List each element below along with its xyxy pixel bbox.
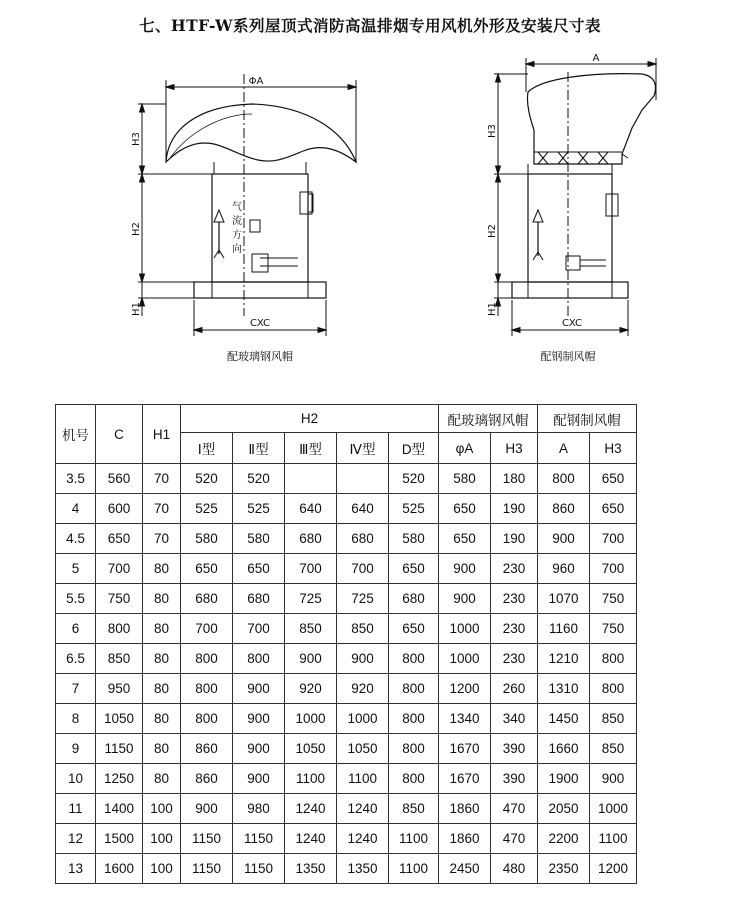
dim-cxc-label: CXC bbox=[249, 318, 271, 329]
table-cell: 1000 bbox=[439, 614, 491, 644]
table-cell: 80 bbox=[143, 764, 181, 794]
table-cell: 80 bbox=[143, 734, 181, 764]
table-cell: 470 bbox=[491, 794, 538, 824]
table-cell: 1210 bbox=[538, 644, 590, 674]
table-cell: 390 bbox=[491, 764, 538, 794]
subheader-cell: D型 bbox=[389, 433, 439, 464]
model-cell: 9 bbox=[56, 734, 96, 764]
table-cell: 1100 bbox=[389, 824, 439, 854]
subheader-cell: Ⅲ型 bbox=[285, 433, 337, 464]
model-cell: 3.5 bbox=[56, 464, 96, 494]
table-cell: 1310 bbox=[538, 674, 590, 704]
table-cell: 1050 bbox=[285, 734, 337, 764]
model-cell: 6.5 bbox=[56, 644, 96, 674]
table-cell: 980 bbox=[233, 794, 285, 824]
table-cell: 850 bbox=[590, 734, 637, 764]
model-cell: 4.5 bbox=[56, 524, 96, 554]
table-row bbox=[56, 584, 637, 614]
table-cell: 1000 bbox=[285, 704, 337, 734]
table-cell: 900 bbox=[439, 554, 491, 584]
table-row bbox=[56, 704, 637, 734]
table-row bbox=[56, 734, 637, 764]
table-cell: 1660 bbox=[538, 734, 590, 764]
table-cell: 70 bbox=[143, 524, 181, 554]
header-frp-cap: 配玻璃钢风帽 bbox=[439, 405, 538, 433]
table-cell: 850 bbox=[285, 614, 337, 644]
table-cell: 1400 bbox=[96, 794, 143, 824]
table-cell: 230 bbox=[491, 584, 538, 614]
table-cell: 230 bbox=[491, 614, 538, 644]
table-cell: 1100 bbox=[389, 854, 439, 884]
subheader-cell: H3 bbox=[590, 433, 637, 464]
table-cell: 650 bbox=[439, 524, 491, 554]
table-cell: 900 bbox=[337, 644, 389, 674]
model-cell: 13 bbox=[56, 854, 96, 884]
table-cell: 1670 bbox=[439, 734, 491, 764]
header-c: C bbox=[96, 405, 143, 464]
model-cell: 11 bbox=[56, 794, 96, 824]
table-cell: 80 bbox=[143, 704, 181, 734]
airflow-label-3: 方 bbox=[232, 230, 242, 241]
table-cell: 470 bbox=[491, 824, 538, 854]
table-cell: 560 bbox=[96, 464, 143, 494]
table-cell: 900 bbox=[538, 524, 590, 554]
table-cell: 1340 bbox=[439, 704, 491, 734]
dim-phi-a-label: ΦA bbox=[248, 76, 264, 87]
table-cell: 1070 bbox=[538, 584, 590, 614]
table-cell: 680 bbox=[285, 524, 337, 554]
airflow-label-2: 流 bbox=[232, 216, 242, 227]
table-cell: 700 bbox=[181, 614, 233, 644]
model-cell: 7 bbox=[56, 674, 96, 704]
table-cell: 750 bbox=[590, 584, 637, 614]
table-cell: 180 bbox=[491, 464, 538, 494]
table-cell: 850 bbox=[389, 794, 439, 824]
table-cell: 70 bbox=[143, 464, 181, 494]
table-cell: 1150 bbox=[181, 824, 233, 854]
table-cell: 1200 bbox=[439, 674, 491, 704]
table-cell: 1160 bbox=[538, 614, 590, 644]
table-cell: 1350 bbox=[337, 854, 389, 884]
model-cell: 5.5 bbox=[56, 584, 96, 614]
table-cell: 800 bbox=[389, 644, 439, 674]
table-cell: 1150 bbox=[181, 854, 233, 884]
table-cell: 1250 bbox=[96, 764, 143, 794]
table-cell: 580 bbox=[181, 524, 233, 554]
subheader-cell: Ⅳ型 bbox=[337, 433, 389, 464]
table-cell: 860 bbox=[181, 734, 233, 764]
table-cell: 1150 bbox=[233, 854, 285, 884]
table-cell: 800 bbox=[538, 464, 590, 494]
dim-h3-label-right: H3 bbox=[487, 124, 498, 138]
dimension-table bbox=[55, 404, 637, 884]
table-cell: 1450 bbox=[538, 704, 590, 734]
table-cell: 900 bbox=[233, 704, 285, 734]
table-cell: 800 bbox=[590, 644, 637, 674]
table-cell: 1500 bbox=[96, 824, 143, 854]
table-cell: 525 bbox=[181, 494, 233, 524]
table-cell: 800 bbox=[389, 674, 439, 704]
dim-h2-label-right: H2 bbox=[487, 224, 498, 238]
table-cell: 2200 bbox=[538, 824, 590, 854]
table-cell bbox=[285, 464, 337, 494]
frp-cap-fan-diagram bbox=[130, 44, 370, 374]
table-cell: 600 bbox=[96, 494, 143, 524]
table-cell: 800 bbox=[389, 704, 439, 734]
table-cell: 520 bbox=[233, 464, 285, 494]
caption-steel: 配钢制风帽 bbox=[540, 350, 596, 363]
table-cell: 1860 bbox=[439, 794, 491, 824]
table-row bbox=[56, 554, 637, 584]
table-cell: 1670 bbox=[439, 764, 491, 794]
table-cell: 650 bbox=[389, 554, 439, 584]
subheader-cell: A bbox=[538, 433, 590, 464]
dim-a-label: A bbox=[592, 53, 600, 64]
caption-frp: 配玻璃钢风帽 bbox=[227, 350, 293, 363]
table-row bbox=[56, 794, 637, 824]
table-cell: 680 bbox=[181, 584, 233, 614]
table-cell: 1050 bbox=[96, 704, 143, 734]
table-cell: 920 bbox=[285, 674, 337, 704]
table-cell: 230 bbox=[491, 644, 538, 674]
table-cell: 260 bbox=[491, 674, 538, 704]
table-cell: 680 bbox=[337, 524, 389, 554]
table-cell: 800 bbox=[96, 614, 143, 644]
table-cell: 800 bbox=[181, 704, 233, 734]
table-cell: 80 bbox=[143, 584, 181, 614]
table-cell: 900 bbox=[233, 734, 285, 764]
table-row bbox=[56, 464, 637, 494]
table-cell: 750 bbox=[96, 584, 143, 614]
table-cell: 100 bbox=[143, 854, 181, 884]
table-cell: 900 bbox=[590, 764, 637, 794]
steel-cap-fan-diagram bbox=[482, 44, 662, 374]
table-cell: 2450 bbox=[439, 854, 491, 884]
table-cell: 700 bbox=[96, 554, 143, 584]
table-cell: 750 bbox=[590, 614, 637, 644]
airflow-label-1: 气 bbox=[232, 202, 242, 213]
table-row bbox=[56, 494, 637, 524]
table-cell: 70 bbox=[143, 494, 181, 524]
table-cell: 850 bbox=[590, 704, 637, 734]
table-row bbox=[56, 764, 637, 794]
header-steel-cap: 配钢制风帽 bbox=[538, 405, 637, 433]
table-cell: 860 bbox=[181, 764, 233, 794]
table-cell: 100 bbox=[143, 794, 181, 824]
dim-h2-label: H2 bbox=[131, 222, 142, 236]
header-h1: H1 bbox=[143, 405, 181, 464]
table-cell: 1000 bbox=[439, 644, 491, 674]
table-cell: 640 bbox=[337, 494, 389, 524]
table-cell: 1100 bbox=[285, 764, 337, 794]
model-cell: 6 bbox=[56, 614, 96, 644]
table-cell: 1240 bbox=[337, 824, 389, 854]
subheader-cell: φA bbox=[439, 433, 491, 464]
table-cell: 950 bbox=[96, 674, 143, 704]
table-cell: 1050 bbox=[337, 734, 389, 764]
table-cell: 1240 bbox=[337, 794, 389, 824]
table-cell: 2050 bbox=[538, 794, 590, 824]
model-cell: 8 bbox=[56, 704, 96, 734]
table-cell: 1240 bbox=[285, 824, 337, 854]
table-cell: 920 bbox=[337, 674, 389, 704]
table-cell: 680 bbox=[233, 584, 285, 614]
table-cell: 1350 bbox=[285, 854, 337, 884]
table-cell: 1100 bbox=[337, 764, 389, 794]
table-cell: 580 bbox=[439, 464, 491, 494]
table-cell: 1900 bbox=[538, 764, 590, 794]
table-cell: 1240 bbox=[285, 794, 337, 824]
table-cell: 80 bbox=[143, 644, 181, 674]
table-cell: 850 bbox=[337, 614, 389, 644]
dim-h1-label: H1 bbox=[131, 302, 142, 316]
table-cell: 1150 bbox=[96, 734, 143, 764]
table-cell: 700 bbox=[590, 524, 637, 554]
table-cell: 1000 bbox=[337, 704, 389, 734]
airflow-label-4: 向 bbox=[232, 244, 242, 255]
table-cell: 1150 bbox=[233, 824, 285, 854]
table-cell: 1600 bbox=[96, 854, 143, 884]
table-cell: 480 bbox=[491, 854, 538, 884]
header-model: 机号 bbox=[56, 405, 96, 464]
table-cell: 525 bbox=[233, 494, 285, 524]
table-row bbox=[56, 674, 637, 704]
table-cell: 800 bbox=[389, 734, 439, 764]
table-cell: 190 bbox=[491, 524, 538, 554]
table-cell: 520 bbox=[389, 464, 439, 494]
table-cell: 650 bbox=[590, 464, 637, 494]
table-cell: 340 bbox=[491, 704, 538, 734]
table-cell: 700 bbox=[337, 554, 389, 584]
header-h2: H2 bbox=[181, 405, 439, 433]
table-cell: 650 bbox=[96, 524, 143, 554]
table-cell: 725 bbox=[337, 584, 389, 614]
table-cell: 1860 bbox=[439, 824, 491, 854]
table-cell: 650 bbox=[233, 554, 285, 584]
table-cell: 1000 bbox=[590, 794, 637, 824]
table-body bbox=[56, 464, 637, 884]
table-cell: 700 bbox=[590, 554, 637, 584]
table-cell: 580 bbox=[233, 524, 285, 554]
table-cell: 900 bbox=[285, 644, 337, 674]
dim-cxc-label-right: CXC bbox=[561, 318, 583, 329]
table-cell: 520 bbox=[181, 464, 233, 494]
table-row bbox=[56, 524, 637, 554]
table-cell: 100 bbox=[143, 824, 181, 854]
table-cell: 800 bbox=[389, 764, 439, 794]
table-cell: 800 bbox=[181, 674, 233, 704]
table-cell: 800 bbox=[590, 674, 637, 704]
table-cell: 900 bbox=[439, 584, 491, 614]
table-cell: 900 bbox=[233, 674, 285, 704]
table-cell: 900 bbox=[181, 794, 233, 824]
table-cell: 960 bbox=[538, 554, 590, 584]
table-cell: 800 bbox=[181, 644, 233, 674]
table-cell: 900 bbox=[233, 764, 285, 794]
table-row bbox=[56, 854, 637, 884]
table-cell: 650 bbox=[439, 494, 491, 524]
table-cell bbox=[337, 464, 389, 494]
model-cell: 5 bbox=[56, 554, 96, 584]
table-cell: 700 bbox=[233, 614, 285, 644]
table-row bbox=[56, 614, 637, 644]
table-cell: 1100 bbox=[590, 824, 637, 854]
dim-h3-label: H3 bbox=[131, 132, 142, 146]
page-title: 七、HTF-W系列屋顶式消防高温排烟专用风机外形及安装尺寸表 bbox=[139, 16, 601, 35]
subheader-cell: Ⅰ型 bbox=[181, 433, 233, 464]
table-cell: 680 bbox=[389, 584, 439, 614]
table-cell: 1200 bbox=[590, 854, 637, 884]
model-cell: 4 bbox=[56, 494, 96, 524]
table-cell: 650 bbox=[389, 614, 439, 644]
table-cell: 525 bbox=[389, 494, 439, 524]
table-cell: 580 bbox=[389, 524, 439, 554]
table-cell: 800 bbox=[233, 644, 285, 674]
subheader-cell: Ⅱ型 bbox=[233, 433, 285, 464]
table-cell: 80 bbox=[143, 614, 181, 644]
model-cell: 10 bbox=[56, 764, 96, 794]
table-cell: 650 bbox=[590, 494, 637, 524]
subheader-cell: H3 bbox=[491, 433, 538, 464]
table-cell: 80 bbox=[143, 554, 181, 584]
model-cell: 12 bbox=[56, 824, 96, 854]
dim-h1-label-right: H1 bbox=[487, 302, 498, 316]
table-cell: 640 bbox=[285, 494, 337, 524]
table-cell: 2350 bbox=[538, 854, 590, 884]
table-cell: 390 bbox=[491, 734, 538, 764]
table-cell: 850 bbox=[96, 644, 143, 674]
table-row bbox=[56, 824, 637, 854]
table-cell: 725 bbox=[285, 584, 337, 614]
table-cell: 230 bbox=[491, 554, 538, 584]
table-cell: 190 bbox=[491, 494, 538, 524]
table-cell: 650 bbox=[181, 554, 233, 584]
table-cell: 700 bbox=[285, 554, 337, 584]
table-cell: 80 bbox=[143, 674, 181, 704]
table-cell: 860 bbox=[538, 494, 590, 524]
table-row bbox=[56, 644, 637, 674]
